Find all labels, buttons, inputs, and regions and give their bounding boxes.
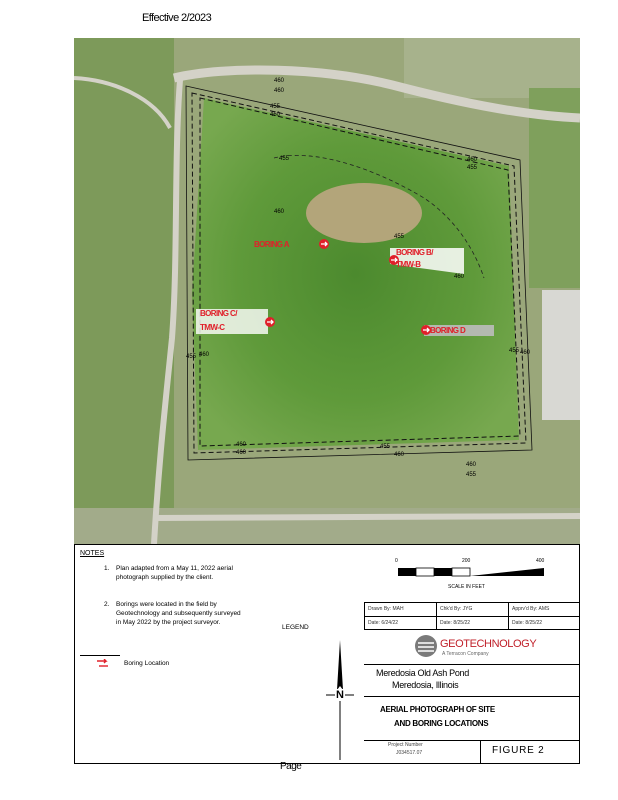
page-footer: Page — [280, 761, 302, 772]
boring-b-label: BORING B/ — [396, 248, 433, 257]
legend-boring-label: Boring Location — [124, 660, 170, 667]
contour-label: 460 — [199, 352, 210, 358]
contour-label: 460 — [520, 350, 531, 356]
contour-label: 460 — [274, 78, 285, 84]
approved-by: Apprv'd By: AMS — [512, 606, 550, 612]
contour-label: 455 — [380, 444, 391, 450]
contour-label: 455 — [466, 472, 477, 478]
note-2-line-c: in May 2022 by the project surveyor. — [116, 619, 221, 626]
page-header: Effective 2/2023 — [142, 12, 212, 24]
scale-label: SCALE IN FEET — [448, 584, 485, 590]
contour-label: 455 — [279, 156, 290, 162]
date-approved: Date: 8/25/22 — [512, 620, 543, 626]
date-drawn: Date: 6/24/22 — [368, 620, 399, 626]
contour-label: 460 — [466, 462, 477, 468]
scale-tick-0: 0 — [395, 558, 398, 564]
contour-label: 460 — [274, 209, 285, 215]
note-2-line-a: Borings were located in the field by — [116, 601, 217, 608]
project-location: Meredosia, Illinois — [392, 680, 459, 690]
aerial-photo — [74, 38, 580, 544]
scale-tick-400: 400 — [536, 558, 545, 564]
project-number-label: Project Number — [388, 742, 423, 748]
note-2-line-b: Geotechnology and subsequently surveyed — [116, 610, 241, 617]
scale-tick-200: 200 — [462, 558, 471, 564]
contour-label: 455 — [394, 234, 405, 240]
south-road — [154, 516, 580, 518]
legend-title: LEGEND — [282, 624, 309, 631]
note-2-number: 2. — [104, 601, 110, 608]
contour-label: 460 — [270, 112, 281, 118]
contour-label: 455 — [270, 104, 281, 110]
notes-title: NOTES — [80, 550, 105, 557]
contour-label: 460 — [394, 452, 405, 458]
bare-area — [306, 183, 422, 243]
company-name: GEOTECHNOLOGY — [440, 638, 537, 650]
drawing-title-line-2: AND BORING LOCATIONS — [394, 719, 489, 728]
boring-location-icon — [96, 659, 110, 667]
parking-area — [542, 290, 580, 420]
drawn-by: Drawn By: MAH — [368, 606, 404, 612]
checked-by: Chk'd By: JYG — [440, 606, 473, 612]
company-subtitle: A Terracon Company — [442, 651, 489, 657]
scale-bar — [398, 566, 546, 580]
figure-number: FIGURE 2 — [492, 745, 545, 756]
contour-label: 460 — [467, 157, 478, 163]
note-1-number: 1. — [104, 565, 110, 572]
boring-d-label: BORING D — [430, 326, 466, 335]
contour-label: 460 — [236, 450, 247, 456]
geotechnology-logo-icon — [414, 634, 440, 658]
contour-label: 455 — [186, 354, 197, 360]
contour-label: 460 — [454, 274, 465, 280]
contour-label: 460 — [274, 88, 285, 94]
legend-divider — [80, 655, 120, 656]
contour-label: 455 — [467, 165, 478, 171]
contour-label: 460 — [236, 442, 247, 448]
note-1-line-b: photograph supplied by the client. — [116, 574, 214, 581]
project-name: Meredosia Old Ash Pond — [376, 668, 469, 678]
boring-b-label-line2: TMW-B — [396, 260, 421, 269]
project-number: J034517.07 — [396, 750, 423, 756]
contour-label: 455 — [509, 348, 520, 354]
boring-c-label-line2: TMW-C — [200, 323, 225, 332]
date-checked: Date: 8/25/22 — [440, 620, 471, 626]
boring-c-label: BORING C/ — [200, 309, 237, 318]
north-label: N — [336, 689, 344, 701]
boring-a-label: BORING A — [254, 240, 289, 249]
note-1-line-a: Plan adapted from a May 11, 2022 aerial — [116, 565, 233, 572]
drawing-title-line-1: AERIAL PHOTOGRAPH OF SITE — [380, 705, 495, 714]
